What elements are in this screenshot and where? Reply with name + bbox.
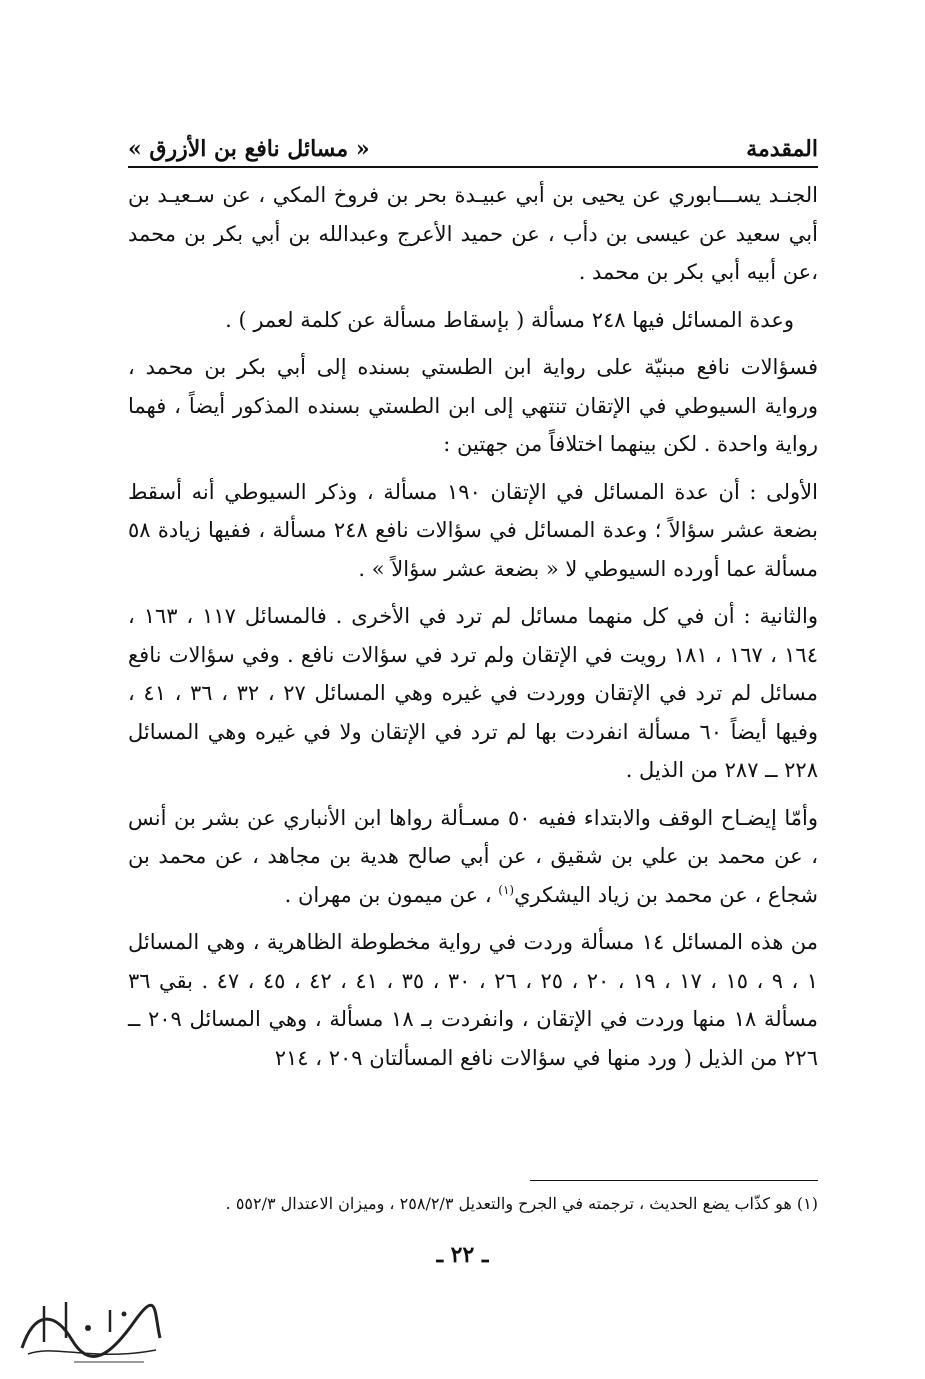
footnote-marker: (١)	[796, 1194, 818, 1213]
footnote-reference[interactable]: (١)	[498, 882, 515, 897]
paragraph-idah-tail: ، عن ميمون بن مهران .	[284, 882, 499, 907]
paragraph-count: وعدة المسائل فيها ٢٤٨ مسألة ( بإسقاط مسألة عن كلمة لعمر ) .	[225, 307, 794, 332]
header-book-title: « مسائل نافع بن الأزرق »	[128, 136, 370, 162]
running-header	[128, 128, 818, 162]
header-section-title: المقدمة	[746, 136, 818, 162]
footnote	[128, 1192, 818, 1216]
page-number: ـ ٢٢ ـ	[436, 1242, 489, 1268]
main-text	[128, 176, 818, 1077]
paragraph-second-difference: والثانية : أن في كل منهما مسائل لم ترد في الأخرى . فالمسائل ١١٧ ، ١٦٣ ، ١٦٤ ، ١٦٧ ، ١٨١ رويت في الإتقان ولم ترد في سؤالات نافع . وفي سؤالات نافع مسائل لم ترد في الإتقان ووردت في غيره وهي المسائل ٢٧ ، ٣٢ ، ٣٦ ، ٤١ ، وفيها أيضاً ٦٠ مسألة انفردت بها لم ترد في الإتقان ولا في غيره وهي المسائل ٢٢٨ ــ ٢٨٧ من الذيل .	[128, 604, 819, 782]
paragraph-first-difference: الأولى : أن عدة المسائل في الإتقان ١٩٠ مسألة ، وذكر السيوطي أنه أسقط بضعة عشر سؤالاً ؛ وعدة المسائل في سؤالات نافع ٢٤٨ مسألة ، ففيها زيادة ٥٨ مسألة عما أورده السيوطي لا « بضعة عشر سؤالاً » .	[128, 479, 818, 581]
paragraph-zahiriyya: من هذه المسائل ١٤ مسألة وردت في رواية مخطوطة الظاهرية ، وهي المسائل ١ ، ٩ ، ١٥ ، ١٧ ، ١٩ ، ٢٠ ، ٢٥ ، ٢٦ ، ٣٠ ، ٣٥ ، ٤١ ، ٤٢ ، ٤٥ ، ٤٧ . بقي ٣٦ مسألة ١٨ منها وردت في الإتقان ، وانفردت بـ ١٨ مسألة ، وهي المسائل ٢٠٩ ــ ٢٢٦ من الذيل ( ورد منها في سؤالات نافع المسألتان ٢٠٩ ، ٢١٤	[128, 930, 819, 1070]
footnote-text: هو كذّاب يضع الحديث ، ترجمته في الجرح والتعديل ٢٥٨/٢/٣ ، وميزان الاعتدال ٥٥٢/٣ .	[225, 1194, 792, 1213]
paragraph-isnad: الجنـد يســـابوري عن يحيى بن أبي عبيـدة بحر بن فروخ المكي ، عن سـعيـد بن أبي سعيد عن عيسى بن دأب ، عن حميد الأعرج وعبدالله بن أبي بكر بن محمد ،عن أبيه أبي بكر بن محمد .	[128, 183, 818, 284]
paragraph-idah-text: وأمّا إيضـاح الوقف والابتداء ففيه ٥٠ مسـألة رواها ابن الأنباري عن بشر بن أنس ، عن محمد بن علي بن شقيق ، عن أبي صالح هدية بن مجاهد ، عن محمد بن شجاع ، عن محمد بن زياد اليشكري	[128, 805, 818, 907]
paragraph-nafi-questions: فسؤالات نافع مبنيّة على رواية ابن الطستي بسنده إلى أبي بكر بن محمد ، ورواية السيوطي في الإتقان تنتهي إلى ابن الطستي بسنده المذكور أيضاً ، فهما رواية واحدة . لكن بينهما اختلافاً من جهتين :	[128, 355, 818, 456]
uploader-logo	[14, 1292, 164, 1366]
footnote-divider	[530, 1180, 818, 1181]
header-divider	[128, 166, 818, 168]
paragraph-idah-alwaqf	[128, 799, 818, 915]
